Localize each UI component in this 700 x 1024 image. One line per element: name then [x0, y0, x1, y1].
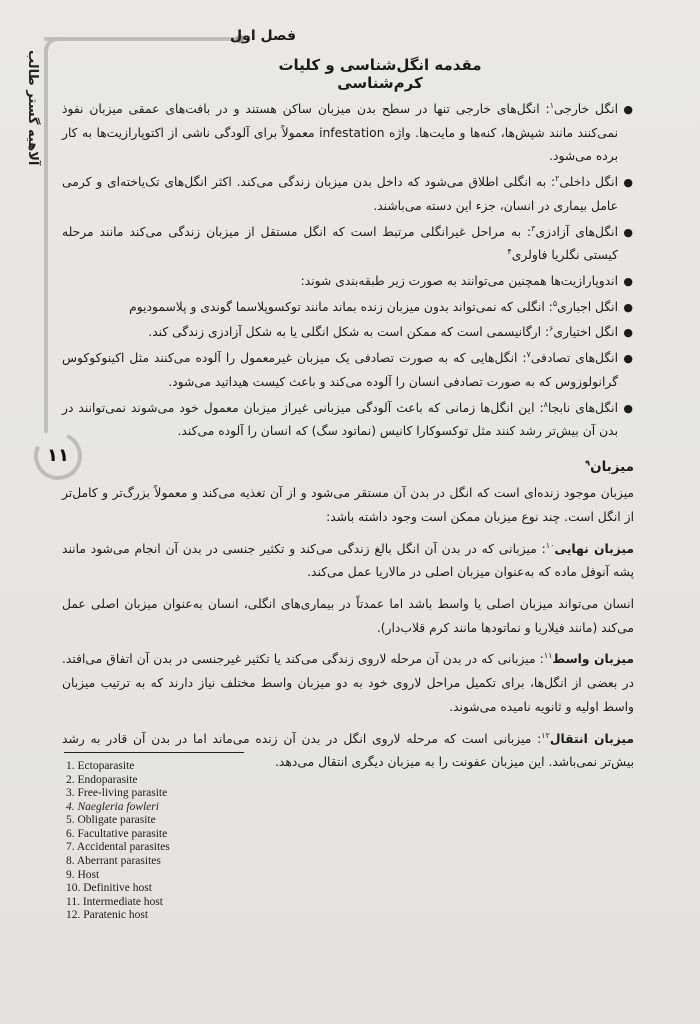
footnote: 1. Ectoparasite [66, 760, 135, 772]
human-host-note: انسان می‌تواند میزبان اصلی یا واسط باشد اما عمدتاً در بیماری‌های انگلی، انسان به‌عنوان میزبان اصلی عمل می‌کند (مانند فیلاریا و نماتودها مانند کرم قلاب‌دار). [62, 596, 634, 635]
list-item: ● انگل خارجی$^۱$: انگل‌های خارجی تنها در سطح بدن میزبان ساکن هستند و در بافت‌های عمقی میزبان نفوذ نمی‌کنند مانند شپش‌ها، کنه‌ها و مایت‌ها. واژه infestation معمولاً برای آلودگی ناشی از اکتوپارازیت‌ها به کار برده می‌شود. [62, 100, 633, 164]
definitive-host-paragraph: میزبان نهایی$^{۱۰}$: میزبانی که در بدن آن انگل بالغ زندگی می‌کند و تکثیر جنسی در بدن آن انجام می‌شود مانند پشه آنوفل ماده که به‌عنوان میزبان اصلی در مالاریا عمل می‌کند. [62, 540, 634, 580]
footnote: 8. Aberrant parasites [66, 854, 161, 867]
footnote: 4. Naegleria fowleri [66, 800, 159, 813]
footnote: 7. Accidental parasites [66, 841, 170, 854]
list-item: ● انگل‌های آزادزی$^۳$: به مراحل غیرانگلی مرتبط است که انگل مستقل از میزبان زندگی می‌کند مانند مرحله کیستی نگلریا فاولری$^۴$ [62, 223, 633, 263]
frame-top-line [44, 37, 240, 41]
running-head: آلاهیه گستر طالب [25, 50, 40, 166]
footnote: 11. Intermediate host [66, 895, 163, 908]
list-item: ● انگل‌های نابجا$^۸$: این انگل‌ها زمانی که باعث آلودگی میزبانی غیراز میزبان معمول خود می‌شوند نمی‌توانند در بدن آن بیش‌تر رشد کنند مثل توکسوکارا کانیس (نماتود سگ) که انسان را آلوده می‌کند. [62, 399, 633, 439]
footnotes [66, 760, 366, 923]
parasite-types-list [62, 98, 634, 444]
footnote: 3. Free-living parasite [66, 787, 168, 800]
list-item: ● انگل‌های تصادفی$^۷$: انگل‌هایی که به صورت تصادفی یک میزبان غیرمعمول را آلوده می‌کنند مثل اکینوکوکوس گرانولوزوس که به صورت تصادفی انسان را آلوده می‌کند و باعث کیست هیداتید می‌شود. [62, 350, 633, 389]
list-item: ● انگل اجباری$^۵$: انگلی که نمی‌تواند بدون میزبان زنده بماند مانند توکسوپلاسما گوندی و پلاسمودیوم [129, 298, 633, 314]
footnote: 12. Paratenic host [66, 909, 149, 922]
list-item: ● انگل داخلی$^۲$: به انگلی اطلاق می‌شود که داخل بدن میزبان زندگی می‌کند. اکثر انگل‌های تک‌یاخته‌ای و کرمی عامل بیماری در انسان، جزء این دسته می‌باشند. [62, 174, 633, 213]
footnote: 9. Host [66, 868, 100, 881]
footnote: 5. Obligate parasite [66, 814, 156, 827]
footnote: 2. Endoparasite [66, 773, 138, 786]
list-item: ● اندوپارازیت‌ها همچنین می‌توانند به صورت زیر طبقه‌بندی شوند: [300, 274, 633, 289]
page-number: ۱۱ [47, 445, 69, 466]
intermediate-host-paragraph: میزبان واسط$^{۱۱}$: میزبانی که در بدن آن مرحله لاروی زندگی می‌کند یا تکثیر غیرجنسی در بدن آن اتفاق می‌افتد. در بعضی از انگل‌ها، برای تکمیل مراحل لاروی خود به دو میزبان واسط مختلف نیاز دارند که به ترتیب میزبان واسط اولیه و ثانویه نامیده می‌شوند. [62, 651, 634, 714]
chapter-title: مقدمه انگل‌شناسی و کلیات کرم‌شناسی [278, 56, 482, 92]
footnote: 10. Definitive host [66, 882, 152, 895]
footnote-rule [64, 752, 244, 753]
chapter-label: فصل اول [230, 28, 296, 44]
paratenic-host-paragraph: میزبان انتقال$^{۱۲}$: میزبانی است که مرحله لاروی انگل در بدن آن زنده می‌ماند اما در بدن آن قادر به رشد بیش‌تر نمی‌باشد. این میزبان عفونت را به میزبان دیگری انتقال می‌دهد. [62, 730, 634, 770]
main-text [62, 98, 634, 775]
host-intro: میزبان موجود زنده‌ای است که انگل در بدن آن مستقر می‌شود و از آن تغذیه می‌کند و معمولاً بزرگ‌تر و کامل‌تر از انگل است. چند نوع میزبان ممکن است وجود داشته باشد: [62, 486, 634, 524]
list-item: ● انگل اختیاری$^۶$: ارگانیسمی است که ممکن است به شکل انگلی یا به شکل آزادزی زندگی کند. [148, 324, 633, 340]
frame-side-line [44, 48, 48, 433]
footnote: 6. Facultative parasite [66, 827, 168, 840]
section-heading-host: میزبان$^۹$ [585, 458, 634, 476]
